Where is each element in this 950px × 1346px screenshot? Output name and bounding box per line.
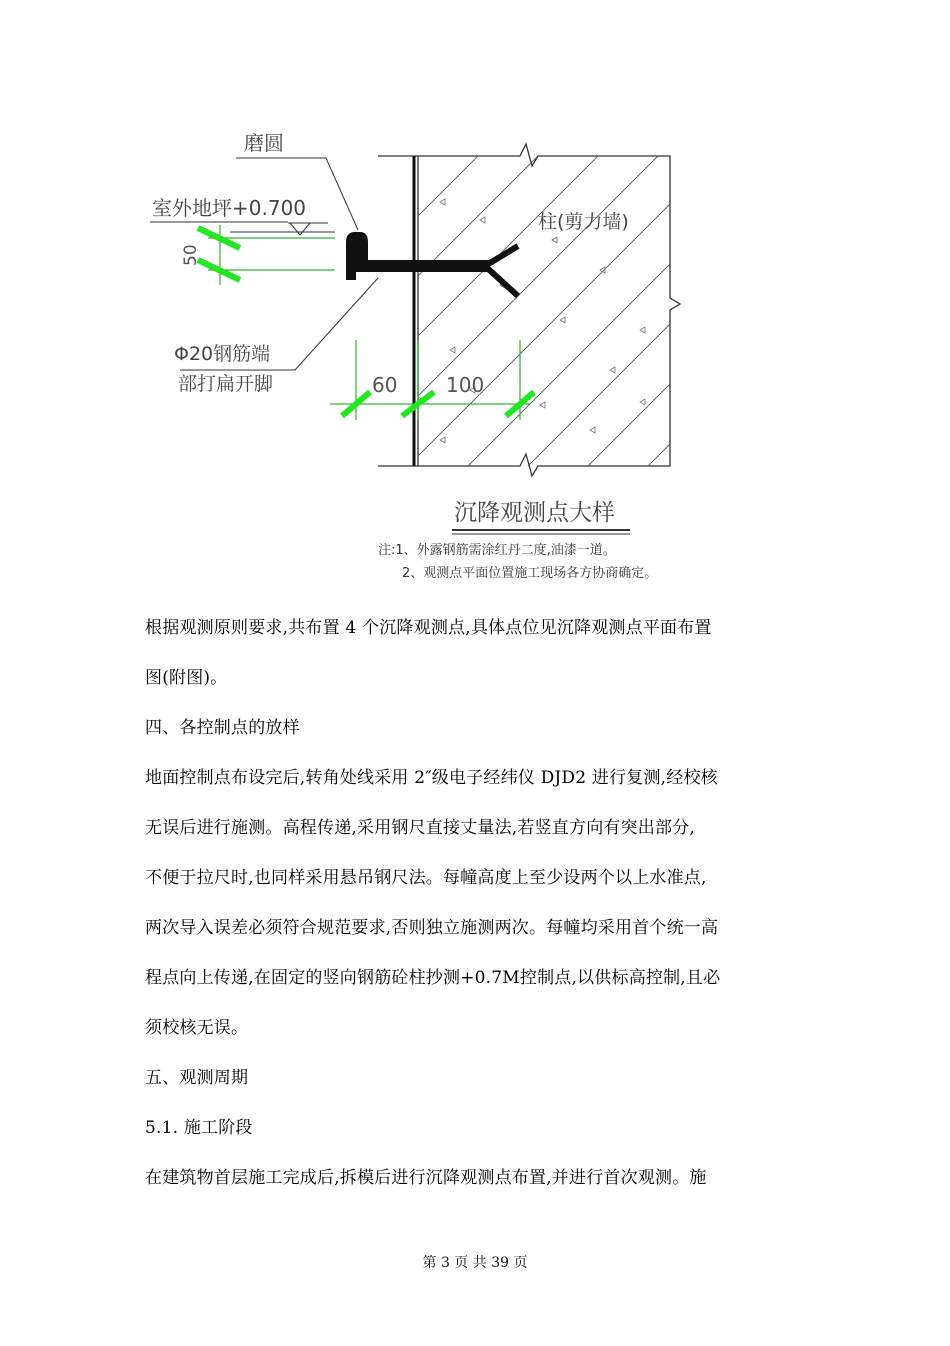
dim-60-label: 60 (372, 373, 398, 397)
figure-title: 沉降观测点大样 (454, 500, 615, 526)
heading-section-5: 五、观测周期 (145, 1068, 249, 1088)
label-moyuan: 磨圆 (244, 131, 284, 155)
settlement-point-detail-figure (140, 120, 700, 590)
paragraph-1-line-1: 根据观测原则要求,共布置 4 个沉降观测点,具体点位见沉降观测点平面布置 (145, 618, 712, 638)
paragraph-2-line-3: 不便于拉尺时,也同样采用悬吊钢尺法。每幢高度上至少设两个以上水准点, (145, 868, 707, 888)
label-ground-elevation: 室外地坪+0.700 (152, 196, 307, 220)
label-column-shear-wall: 柱(剪力墙) (538, 211, 629, 233)
heading-section-5-1: 5.1. 施工阶段 (145, 1118, 253, 1138)
dim-100-label: 100 (446, 373, 485, 397)
label-rebar-line2: 部打扁开脚 (178, 373, 274, 395)
dim-50-label: 50 (181, 244, 201, 266)
heading-section-4: 四、各控制点的放样 (145, 718, 300, 738)
paragraph-2-line-2: 无误后进行施测。高程传递,采用钢尺直接丈量法,若竖直方向有突出部分, (145, 818, 696, 838)
paragraph-1-line-2: 图(附图)。 (145, 668, 228, 688)
wall-hatch (418, 156, 700, 486)
concrete-aggregate-marks (440, 199, 645, 443)
label-rebar-line1: Φ20钢筋端 (174, 343, 271, 365)
paragraph-2-line-1: 地面控制点布设完后,转角处线采用 2″级电子经纬仪 DJD2 进行复测,经校核 (145, 768, 718, 788)
ground-level-marker (288, 223, 328, 235)
figure-note-2: 2、观测点平面位置施工现场各方协商确定。 (402, 566, 658, 581)
rebar-observation-point (346, 232, 518, 296)
paragraph-3-line-1: 在建筑物首层施工完成后,拆模后进行沉降观测点布置,并进行首次观测。施 (145, 1168, 707, 1188)
paragraph-2-line-5: 程点向上传递,在固定的竖向钢筋砼柱抄测+0.7M控制点,以供标高控制,且必 (145, 968, 721, 988)
detail-drawing (140, 120, 700, 590)
wall-outline (378, 144, 680, 476)
figure-note-1: 注:1、外露钢筋需涂红丹二度,油漆一道。 (378, 543, 616, 558)
page-footer: 第 3 页 共 39 页 (422, 1255, 528, 1271)
paragraph-2-line-4: 两次导入误差必须符合规范要求,否则独立施测两次。每幢均采用首个统一高 (145, 918, 719, 938)
paragraph-2-line-6: 须校核无误。 (145, 1018, 249, 1038)
